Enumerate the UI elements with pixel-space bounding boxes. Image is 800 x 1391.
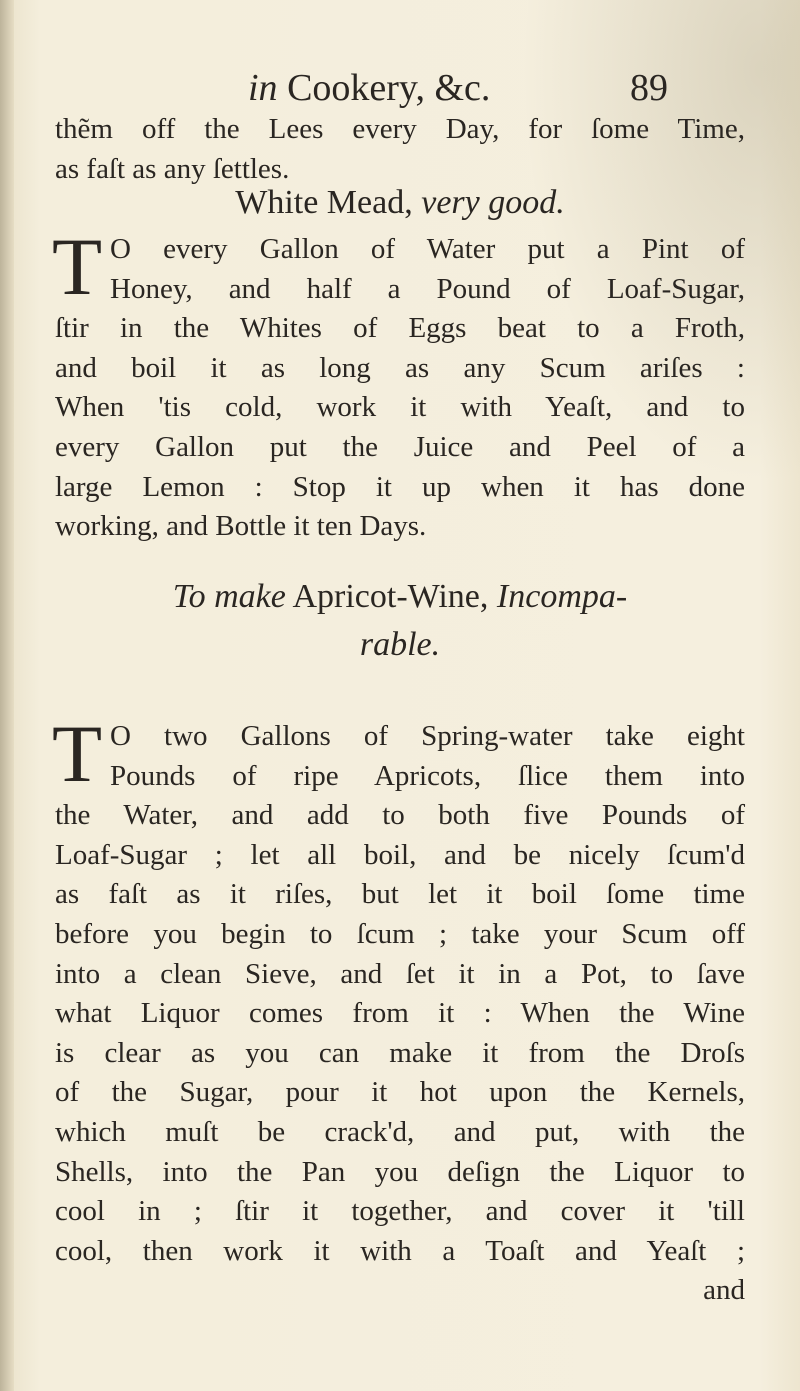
- text-line: before you begin to ſcum ; take your Scum off: [55, 917, 745, 950]
- text-line: cool in ; ſtir it together, and cover it 'till: [55, 1195, 745, 1228]
- running-title-etc: &c.: [434, 67, 491, 109]
- text-line: and boil it as long as any Scum ariſes :: [55, 351, 745, 384]
- recipe-heading-apricot-wine-line2: [0, 626, 800, 664]
- text-line: Honey, and half a Pound of Loaf-Sugar,: [110, 272, 745, 305]
- running-title: [248, 66, 490, 110]
- text-line: into a clean Sieve, and ſet it in a Pot, to ſave: [55, 957, 745, 990]
- text-line: working, and Bottle it ten Days.: [55, 510, 427, 543]
- heading-main: White Mead,: [235, 184, 413, 221]
- running-title-main: Cookery,: [287, 67, 425, 109]
- running-title-prefix: in: [248, 67, 278, 109]
- text-line: of the Sugar, pour it hot upon the Kernels,: [55, 1076, 745, 1109]
- text-line: large Lemon : Stop it up when it has done: [55, 470, 745, 503]
- text-line: ſtir in the Whites of Eggs beat to a Froth,: [55, 312, 745, 345]
- text-line: is clear as you can make it from the Droſs: [55, 1036, 745, 1069]
- text-line: as faſt as it riſes, but let it boil ſome time: [55, 878, 745, 911]
- heading-italic: Incompa-: [496, 578, 628, 615]
- running-header: [248, 66, 668, 110]
- text-line: as faſt as any ſettles.: [55, 152, 290, 185]
- text-line: the Water, and add to both five Pounds of: [55, 799, 745, 832]
- text-line: Loaf-Sugar ; let all boil, and be nicely ſcum'd: [55, 838, 745, 871]
- drop-cap: T: [52, 708, 103, 799]
- text-line: O two Gallons of Spring-water take eight: [110, 720, 745, 752]
- heading-main: Apricot-Wine,: [292, 578, 489, 615]
- text-line: what Liquor comes from it : When the Wine: [55, 997, 745, 1030]
- recipe-heading-apricot-wine: [0, 578, 800, 616]
- text-line: every Gallon put the Juice and Peel of a: [55, 430, 745, 463]
- text-line: Pounds of ripe Apricots, ſlice them into: [110, 759, 745, 792]
- continued-text: [55, 110, 745, 189]
- text-line: cool, then work it with a Toaſt and Yeaſt ;: [55, 1234, 745, 1267]
- text-line: which muſt be crack'd, and put, with the: [55, 1115, 745, 1148]
- heading-italic: rable.: [359, 626, 441, 663]
- recipe-body-white-mead: [55, 230, 745, 547]
- heading-italic: To make: [172, 578, 286, 615]
- catchword: and: [703, 1274, 745, 1307]
- recipe-body-apricot-wine: [55, 717, 745, 1311]
- text-line: thẽm off the Lees every Day, for ſome Time,: [55, 113, 745, 145]
- heading-italic: very good.: [421, 184, 565, 221]
- text-line: Shells, into the Pan you deſign the Liquor to: [55, 1155, 745, 1188]
- text-line: When 'tis cold, work it with Yeaſt, and to: [55, 391, 745, 424]
- page-number: 89: [630, 67, 668, 109]
- recipe-heading-white-mead: [0, 184, 800, 222]
- text-line: O every Gallon of Water put a Pint of: [110, 233, 745, 265]
- drop-cap: T: [52, 221, 103, 312]
